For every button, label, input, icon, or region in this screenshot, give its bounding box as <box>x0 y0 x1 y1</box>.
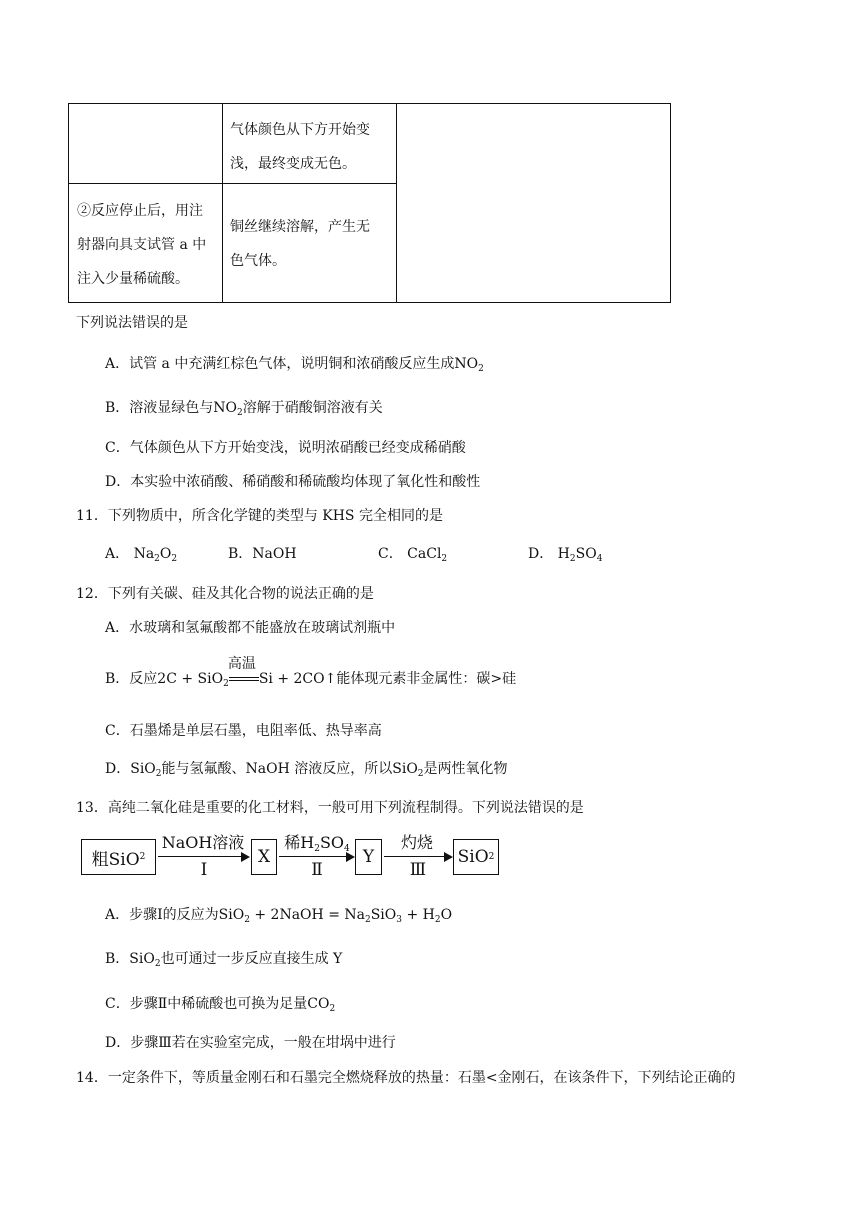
reaction-condition: 高温 <box>227 656 256 672</box>
flow-box-x: X <box>251 839 277 875</box>
q11-option-c[interactable] <box>378 543 447 563</box>
table-border-left <box>68 103 69 303</box>
option-text: B．溶液显绿色与 <box>105 400 214 416</box>
q10-option-c[interactable]: C．气体颜色从下方开始变浅，说明浓硝酸已经变成稀硝酸 <box>105 440 466 456</box>
formula-no2: $NO_2$ <box>454 356 484 374</box>
q13-option-c[interactable] <box>105 993 335 1013</box>
q12-option-b[interactable] <box>105 656 517 689</box>
arrow3-line <box>384 856 444 857</box>
formula-sio2: SiO$_2$ <box>129 951 161 969</box>
option-text: C．步骤Ⅱ中稀硫酸也可换为足量 <box>105 996 308 1012</box>
q14-stem: 14．一定条件下，等质量金刚石和石墨完全燃烧释放的热量：石墨<金刚石，在该条件下，下列结论正确的 <box>76 1070 736 1086</box>
option-label: C． <box>378 546 403 562</box>
equals-sign <box>229 677 259 678</box>
reaction-equation: SiO$_2$ + 2NaOH = $Na_2SiO_3 + H_2O$ <box>218 907 453 925</box>
arrow3-step: Ⅲ <box>409 860 427 880</box>
q12-stem: 12．下列有关碳、硅及其化合物的说法正确的是 <box>76 586 374 602</box>
formula-no2: $NO_2$ <box>213 400 243 418</box>
option-text: 也可通过一步反应直接生成 Y <box>160 951 343 967</box>
q10-stem: 下列说法错误的是 <box>76 315 188 331</box>
formula-cacl2: CaCl$_2$ <box>402 546 448 564</box>
q10-option-b[interactable] <box>105 397 383 417</box>
option-label: D． <box>105 761 131 777</box>
option-label: B． <box>105 951 130 967</box>
option-text: 是两性氧化物 <box>423 761 508 777</box>
q10-option-a[interactable] <box>105 353 484 373</box>
formula-co2: $CO_2$ <box>307 996 336 1014</box>
table-divider-row <box>68 183 397 184</box>
q12-option-a[interactable]: A．水玻璃和氢氟酸都不能盛放在玻璃试剂瓶中 <box>105 620 396 636</box>
cell-line: 色气体。 <box>230 253 286 269</box>
table-border-top <box>68 103 671 104</box>
cell-line: 气体颜色从下方开始变 <box>230 122 370 138</box>
option-label: A． <box>105 546 130 562</box>
q12-option-d[interactable] <box>105 758 508 778</box>
q10-option-d[interactable]: D．本实验中浓硝酸、稀硝酸和稀硫酸均体现了氧化性和酸性 <box>105 474 481 490</box>
cell-line: 射器向具支试管 a 中 <box>77 237 207 253</box>
experiment-table <box>68 103 671 303</box>
q13-option-d[interactable]: D．步骤Ⅲ若在实验室完成，一般在坩埚中进行 <box>105 1035 396 1051</box>
formula-na2o2: $Na_2O_2$ <box>129 546 178 564</box>
flow-box-y: Y <box>355 839 382 875</box>
arrow1-reagent: NaOH溶液 <box>161 833 245 852</box>
cell-line: 注入少量稀硫酸。 <box>77 271 189 287</box>
arrow1-step: Ⅰ <box>200 860 208 880</box>
formula-naoh: NaOH <box>252 546 297 562</box>
arrow1-line <box>158 856 241 857</box>
option-text: B．反应 <box>105 671 158 687</box>
option-text: A．步骤Ⅰ的反应为 <box>105 907 219 923</box>
option-label: B． <box>228 546 253 562</box>
cell-line: ②反应停止后，用注 <box>77 203 203 219</box>
cell-line: 浅，最终变成无色。 <box>230 156 356 172</box>
q13-option-a[interactable] <box>105 904 452 924</box>
arrow2-reagent: 稀$H_2SO_4$ <box>284 833 350 854</box>
q11-option-d[interactable] <box>528 543 602 563</box>
table-divider-col1 <box>222 103 223 303</box>
q12-option-c[interactable]: C．石墨烯是单层石墨，电阻率低、热导率高 <box>105 723 382 739</box>
arrow2-step: Ⅱ <box>311 860 323 880</box>
cell-line: 铜丝继续溶解，产生无 <box>230 219 370 235</box>
option-label: D． <box>528 546 554 562</box>
table-divider-col2 <box>396 103 397 303</box>
flow-box-sio2: SiO 2 <box>453 839 499 875</box>
formula-sio2: SiO$_2$ <box>392 761 424 779</box>
q11-stem: 11．下列物质中，所含化学键的类型与 KHS 完全相同的是 <box>76 508 443 524</box>
reaction-equation: 2C + SiO$_2$ 高温 Si + 2CO↑ <box>157 671 336 687</box>
arrow2-line <box>279 856 346 857</box>
table-border-right <box>670 103 671 303</box>
equals-sign <box>229 680 259 681</box>
table-border-bottom <box>68 302 671 303</box>
table-cell-r2-c2 <box>230 210 370 278</box>
q13-stem: 13．高纯二氧化硅是重要的化工材料，一般可用下列流程制得。下列说法错误的是 <box>76 800 584 816</box>
table-cell-r1-c2 <box>230 113 370 181</box>
q13-option-b[interactable] <box>105 948 342 968</box>
table-cell-r2-c1 <box>77 194 206 296</box>
option-text: 能与氢氟酸、NaOH 溶液反应，所以 <box>161 761 393 777</box>
arrow3-reagent: 灼烧 <box>400 833 433 852</box>
option-text: 溶解于硝酸铜溶液有关 <box>242 400 383 416</box>
q11-option-a[interactable] <box>105 543 177 563</box>
q11-option-b[interactable] <box>228 543 297 563</box>
option-text: 能体现元素非金属性：碳>硅 <box>336 671 517 687</box>
option-text: A．试管 a 中充满红棕色气体，说明铜和浓硝酸反应生成 <box>105 356 455 372</box>
flow-box-crude-sio2: 粗SiO 2 <box>81 839 156 875</box>
formula-h2so4: $H_2SO_4$ <box>553 546 603 564</box>
formula-sio2: SiO$_2$ <box>130 761 162 779</box>
